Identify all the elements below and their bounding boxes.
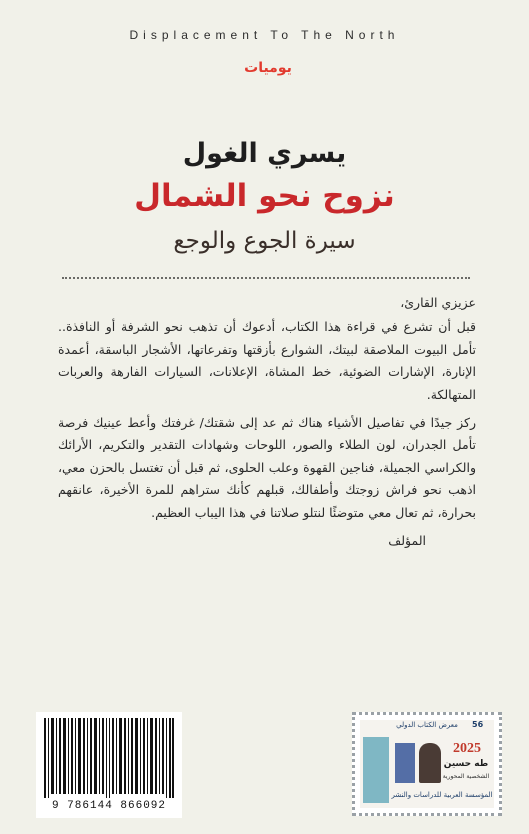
- book-illustration-icon: [395, 743, 415, 783]
- stamp-year: 2025: [453, 741, 481, 756]
- blurb-paragraph-2: ركز جيدًا في تفاصيل الأشياء هناك ثم عد إلى شقتك/ غرفتك وأعط عينيك فرصة تأمل الجدران، لون الطلاء والصور، اللوحات وشهادات التقدير والتكريم، الأرائك والكراسي الجميلة، فناجين القهوة وعلب الحلوى، ثم قبل أن تغتسل بالحزن معي، اذهب نحو فراش زوجتك وأطفالك، قبلهم كأنك ستراهم للمرة الأخيرة، عانقهم بحرارة، ثم تعال معي متوضئًا لنتلو صلاتنا في هذا اليباب العظيم.: [58, 415, 476, 520]
- isbn-number: 9 786144 866092: [51, 800, 167, 812]
- stamp-top-text: معرض الكتاب الدولي: [396, 721, 458, 729]
- blurb-greeting: عزيزي القارئ،: [400, 295, 476, 310]
- blurb-signature: المؤلف: [388, 533, 426, 549]
- book-subtitle: سيرة الجوع والوجع: [173, 228, 356, 254]
- stamp-caption: الشخصية المحورية: [442, 773, 490, 780]
- isbn-barcode: [36, 712, 182, 818]
- stamp-edition-number: 56: [472, 720, 484, 729]
- book-fair-stamp: [352, 712, 502, 816]
- blurb-text: [58, 292, 476, 558]
- dotted-divider: [62, 277, 470, 279]
- blurb-paragraph-1: قبل أن تشرع في قراءة هذا الكتاب، أدعوك أن تذهب نحو الشرفة أو النافذة.. تأمل البيوت الملاصقة لبيتك، الشوارع بأزقتها وتفرعاتها، الأشجار الباسقة، أعمدة الإنارة، الإشارات الضوئية، خط المشاة، الإعلانات، السيارات الفارهة والعربات المتهالكة.: [58, 319, 476, 402]
- portrait-icon: [419, 743, 441, 783]
- publisher-logo: يوميات: [244, 60, 292, 76]
- stamp-honoree: طه حسين: [443, 759, 489, 769]
- author-name: يسري الغول: [182, 138, 347, 169]
- stamp-publisher-text: المؤسسة العربية للدراسات والنشر: [391, 791, 493, 799]
- english-title: Displacement To The North: [129, 28, 400, 42]
- barcode-bars-icon: [44, 718, 174, 798]
- book-title: نزوح نحو الشمال: [134, 178, 395, 214]
- mosque-illustration-icon: [363, 737, 389, 803]
